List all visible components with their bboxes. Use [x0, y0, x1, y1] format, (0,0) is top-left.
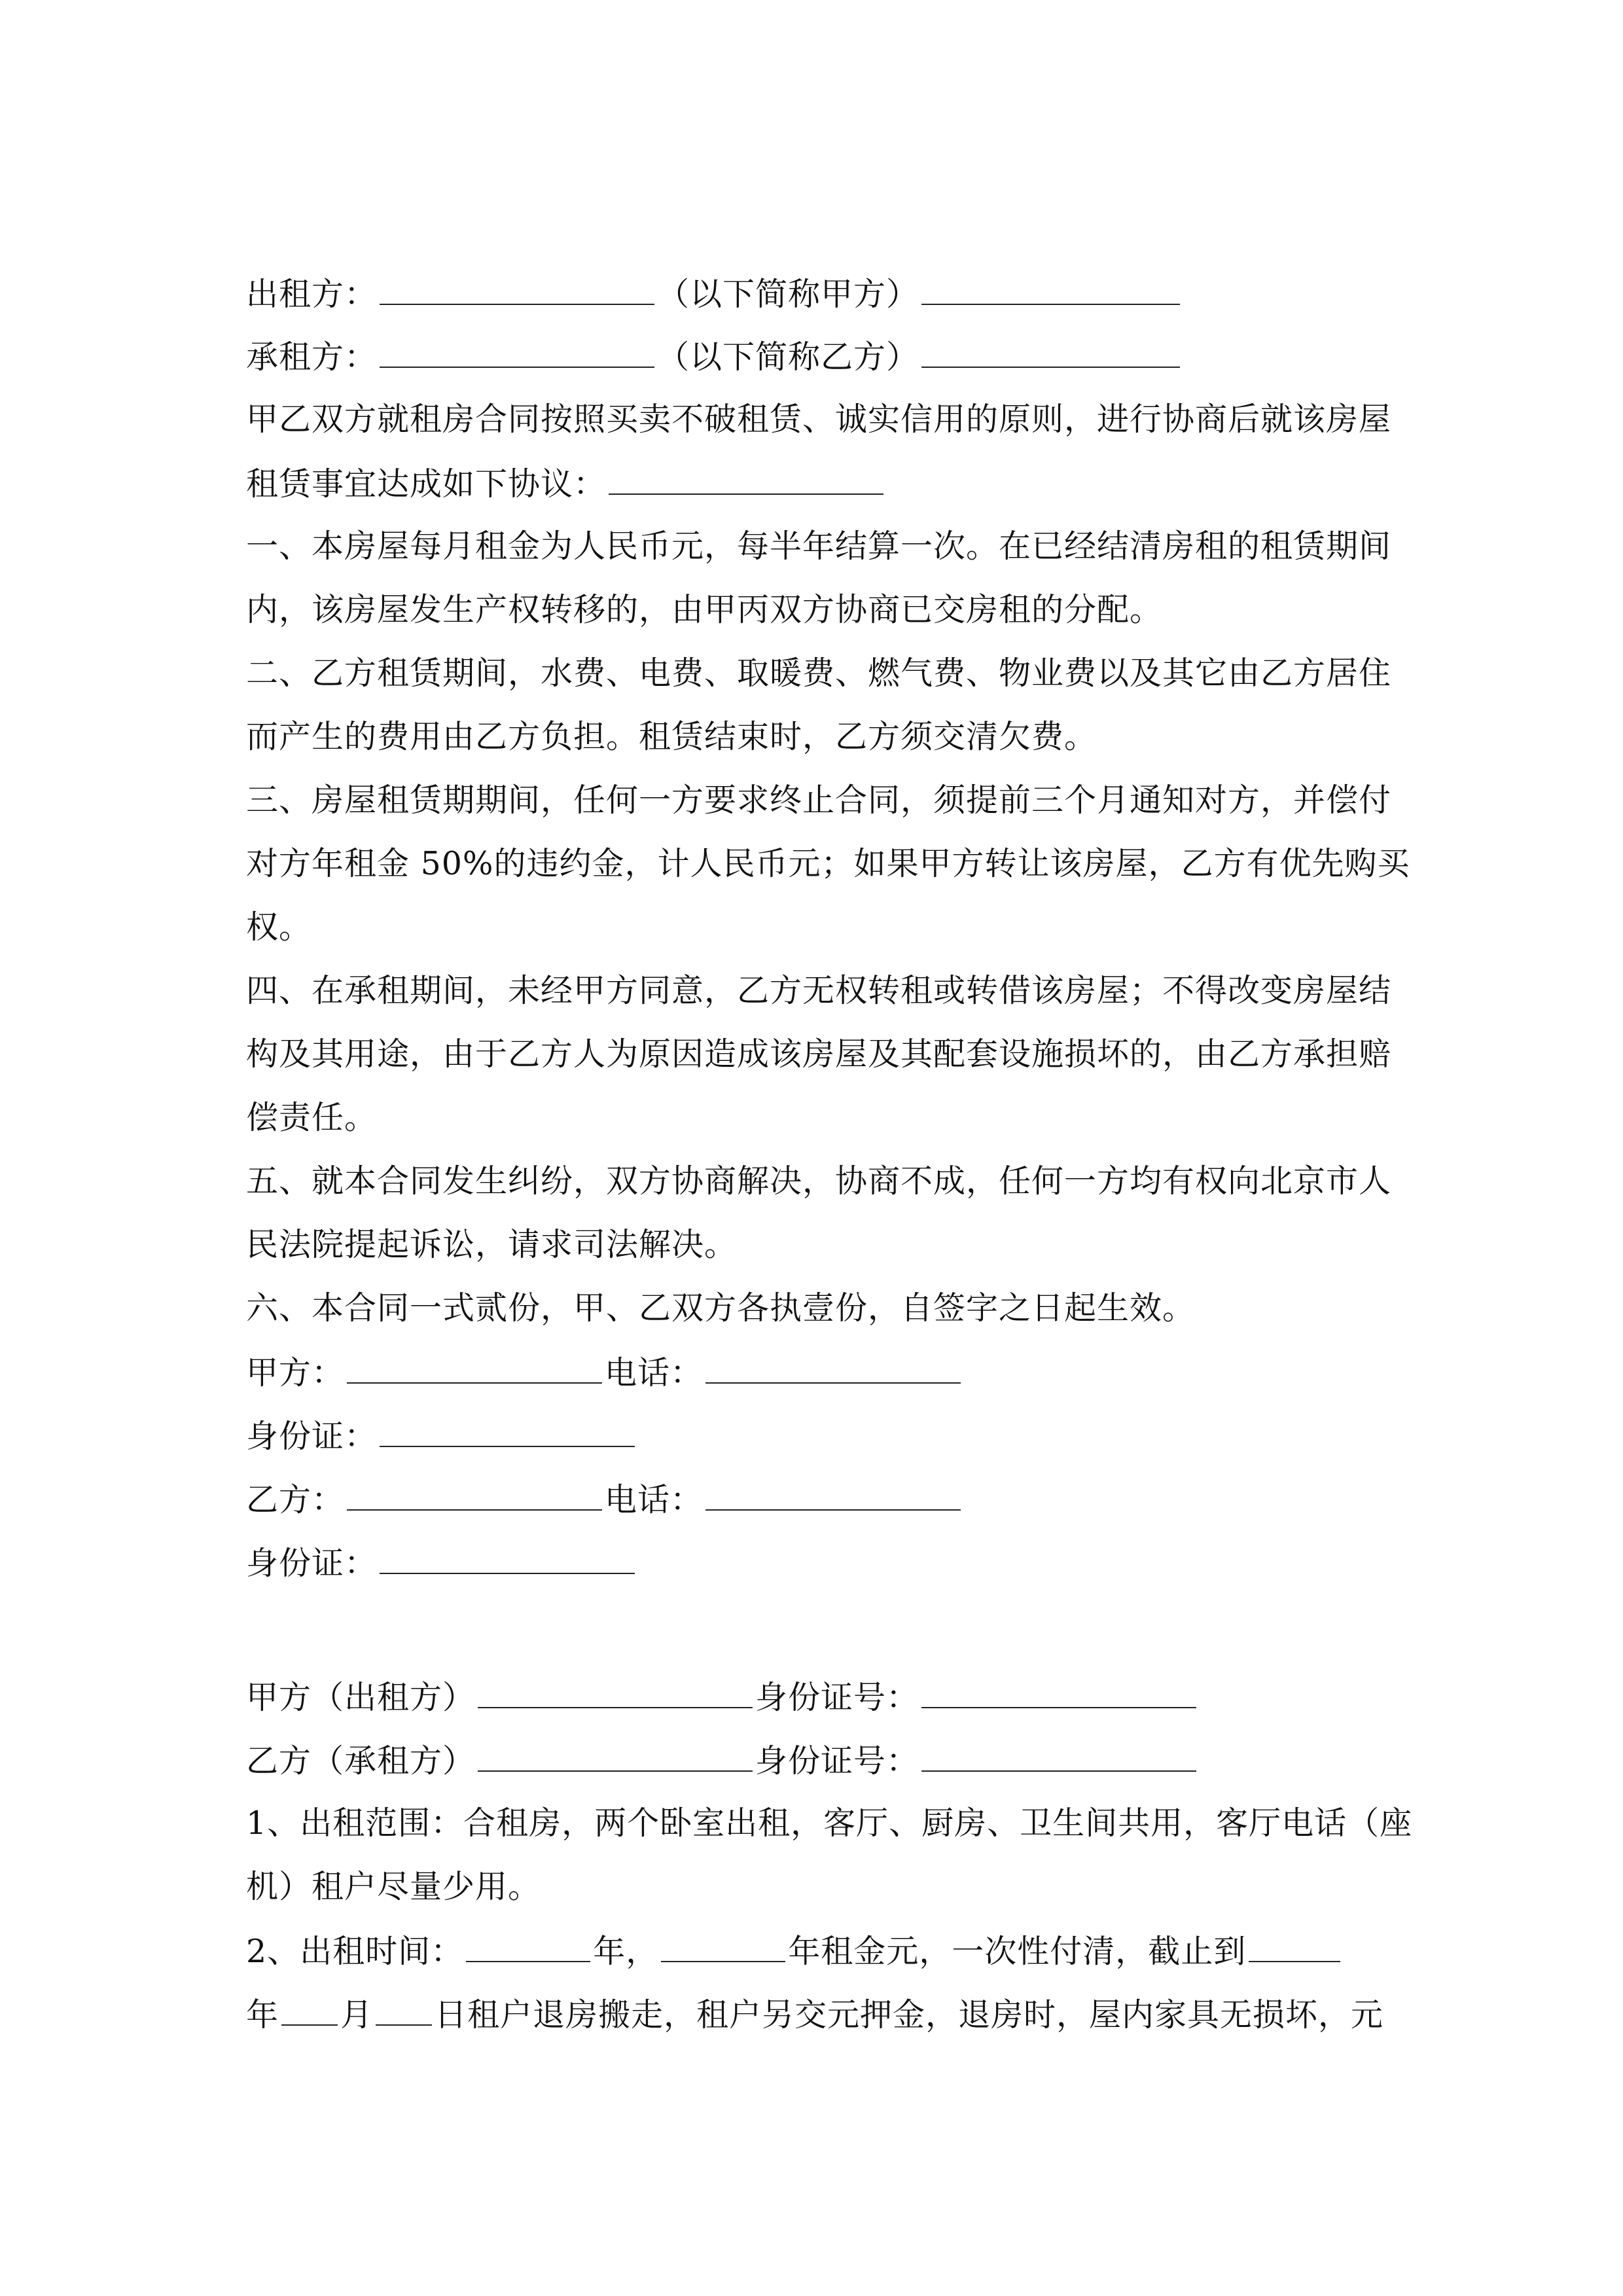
item-2-l2-rest: 日租户退房搬走，租户另交元押金，退房时，屋内家具无损坏，元: [435, 1996, 1384, 2034]
item-2-line-1: [246, 1931, 1343, 1970]
party-a-phone-label: 电话：: [605, 1354, 704, 1391]
lessee-line: [246, 336, 1183, 376]
lessor-extra-blank[interactable]: [921, 274, 1180, 305]
clause-1-line-1: 一、本房屋每月租金为人民币元，每半年结算一次。在已经结清房租的租赁期间: [246, 528, 1392, 565]
clause-6-line-1: 六、本合同一式贰份，甲、乙双方各执壹份，自签字之日起生效。: [246, 1289, 1196, 1327]
clause-5-line-2: 民法院提起诉讼，请求司法解决。: [246, 1226, 738, 1263]
party-b-name-blank[interactable]: [347, 1479, 602, 1511]
second-party-b-id-label: 身份证号：: [755, 1742, 919, 1780]
second-party-a-label: 甲方（出租方）: [246, 1679, 476, 1716]
second-party-b-blank[interactable]: [478, 1740, 753, 1772]
second-party-b-line: [246, 1740, 1199, 1780]
party-b-label: 乙方：: [246, 1481, 345, 1518]
second-party-a-blank[interactable]: [478, 1677, 753, 1708]
party-a-name-blank[interactable]: [347, 1352, 602, 1384]
clause-3-line-3: 权。: [246, 908, 312, 946]
end-month-blank[interactable]: [281, 1994, 338, 2026]
item-1-line-1: 1、出租范围：合租房，两个卧室出租，客厅、厨房、卫生间共用，客厅电话（座: [246, 1804, 1413, 1842]
lessor-note: （以下简称甲方）: [657, 276, 919, 313]
party-a-sign-line: [246, 1352, 963, 1391]
party-b-id-line: [246, 1543, 637, 1582]
clause-2-line-2: 而产生的费用由乙方负担。租赁结束时，乙方须交清欠费。: [246, 718, 1097, 755]
lessor-name-blank[interactable]: [380, 274, 654, 305]
second-party-b-label: 乙方（承租方）: [246, 1742, 476, 1780]
party-a-phone-blank[interactable]: [705, 1352, 961, 1384]
lessee-extra-blank[interactable]: [921, 336, 1180, 368]
intro-line-1: 甲乙双方就租房合同按照买卖不破租赁、诚实信用的原则，进行协商后就该房屋: [246, 401, 1392, 438]
lessee-note: （以下简称乙方）: [657, 338, 919, 376]
second-party-b-id-blank[interactable]: [921, 1740, 1196, 1772]
clause-4-line-2: 构及其用途，由于乙方人为原因造成该房屋及其配套设施损坏的，由乙方承担赔: [246, 1035, 1392, 1073]
party-a-id-label: 身份证：: [246, 1418, 378, 1455]
intro-line-2-text: 租赁事宜达成如下协议：: [246, 465, 607, 503]
lessor-label: 出租方：: [246, 276, 378, 313]
party-b-id-label: 身份证：: [246, 1545, 378, 1582]
party-a-label: 甲方：: [246, 1354, 345, 1391]
second-party-a-line: [246, 1677, 1199, 1716]
lessee-name-blank[interactable]: [380, 336, 654, 368]
item-1-line-2: 机）租户尽量少用。: [246, 1868, 541, 1905]
clause-2-line-1: 二、乙方租赁期间，水费、电费、取暖费、燃气费、物业费以及其它由乙方居住: [246, 655, 1392, 692]
item-2-l2-month: 月: [340, 1996, 374, 2034]
party-b-sign-line: [246, 1479, 963, 1518]
start-year-blank[interactable]: [466, 1931, 590, 1962]
rent-year-blank[interactable]: [661, 1931, 785, 1962]
party-a-id-line: [246, 1416, 637, 1455]
clause-3-line-1: 三、房屋租赁期期间，任何一方要求终止合同，须提前三个月通知对方，并偿付: [246, 781, 1392, 819]
clause-5-line-1: 五、就本合同发生纠纷，双方协商解决，协商不成，任何一方均有权向北京市人: [246, 1162, 1392, 1200]
second-party-a-id-label: 身份证号：: [755, 1679, 919, 1716]
clause-1-line-2: 内，该房屋发生产权转移的，由甲丙双方协商已交房租的分配。: [246, 591, 1163, 628]
item-2-line-2: [246, 1994, 1383, 2034]
clause-4-line-3: 偿责任。: [246, 1099, 378, 1136]
agreement-blank[interactable]: [609, 463, 883, 495]
lessee-label: 承租方：: [246, 338, 378, 376]
second-party-a-id-blank[interactable]: [921, 1677, 1196, 1708]
item-2-l2-year: 年: [246, 1996, 279, 2034]
end-day-blank[interactable]: [376, 1994, 432, 2026]
item-2-rent: 年租金元，一次性付清，截止到: [788, 1933, 1247, 1970]
intro-line-2: [246, 463, 886, 503]
lessor-line: [246, 274, 1183, 313]
item-2-prefix: 2、出租时间：: [246, 1933, 464, 1970]
clause-4-line-1: 四、在承租期间，未经甲方同意，乙方无权转租或转借该房屋；不得改变房屋结: [246, 972, 1392, 1009]
end-year-blank[interactable]: [1249, 1931, 1340, 1962]
party-b-id-blank[interactable]: [380, 1543, 635, 1574]
party-b-phone-blank[interactable]: [705, 1479, 961, 1511]
item-2-year: 年，: [593, 1933, 659, 1970]
party-b-phone-label: 电话：: [605, 1481, 704, 1518]
party-a-id-blank[interactable]: [380, 1416, 635, 1447]
clause-3-line-2: 对方年租金 50%的违约金，计人民币元；如果甲方转让该房屋，乙方有优先购买: [246, 845, 1410, 882]
